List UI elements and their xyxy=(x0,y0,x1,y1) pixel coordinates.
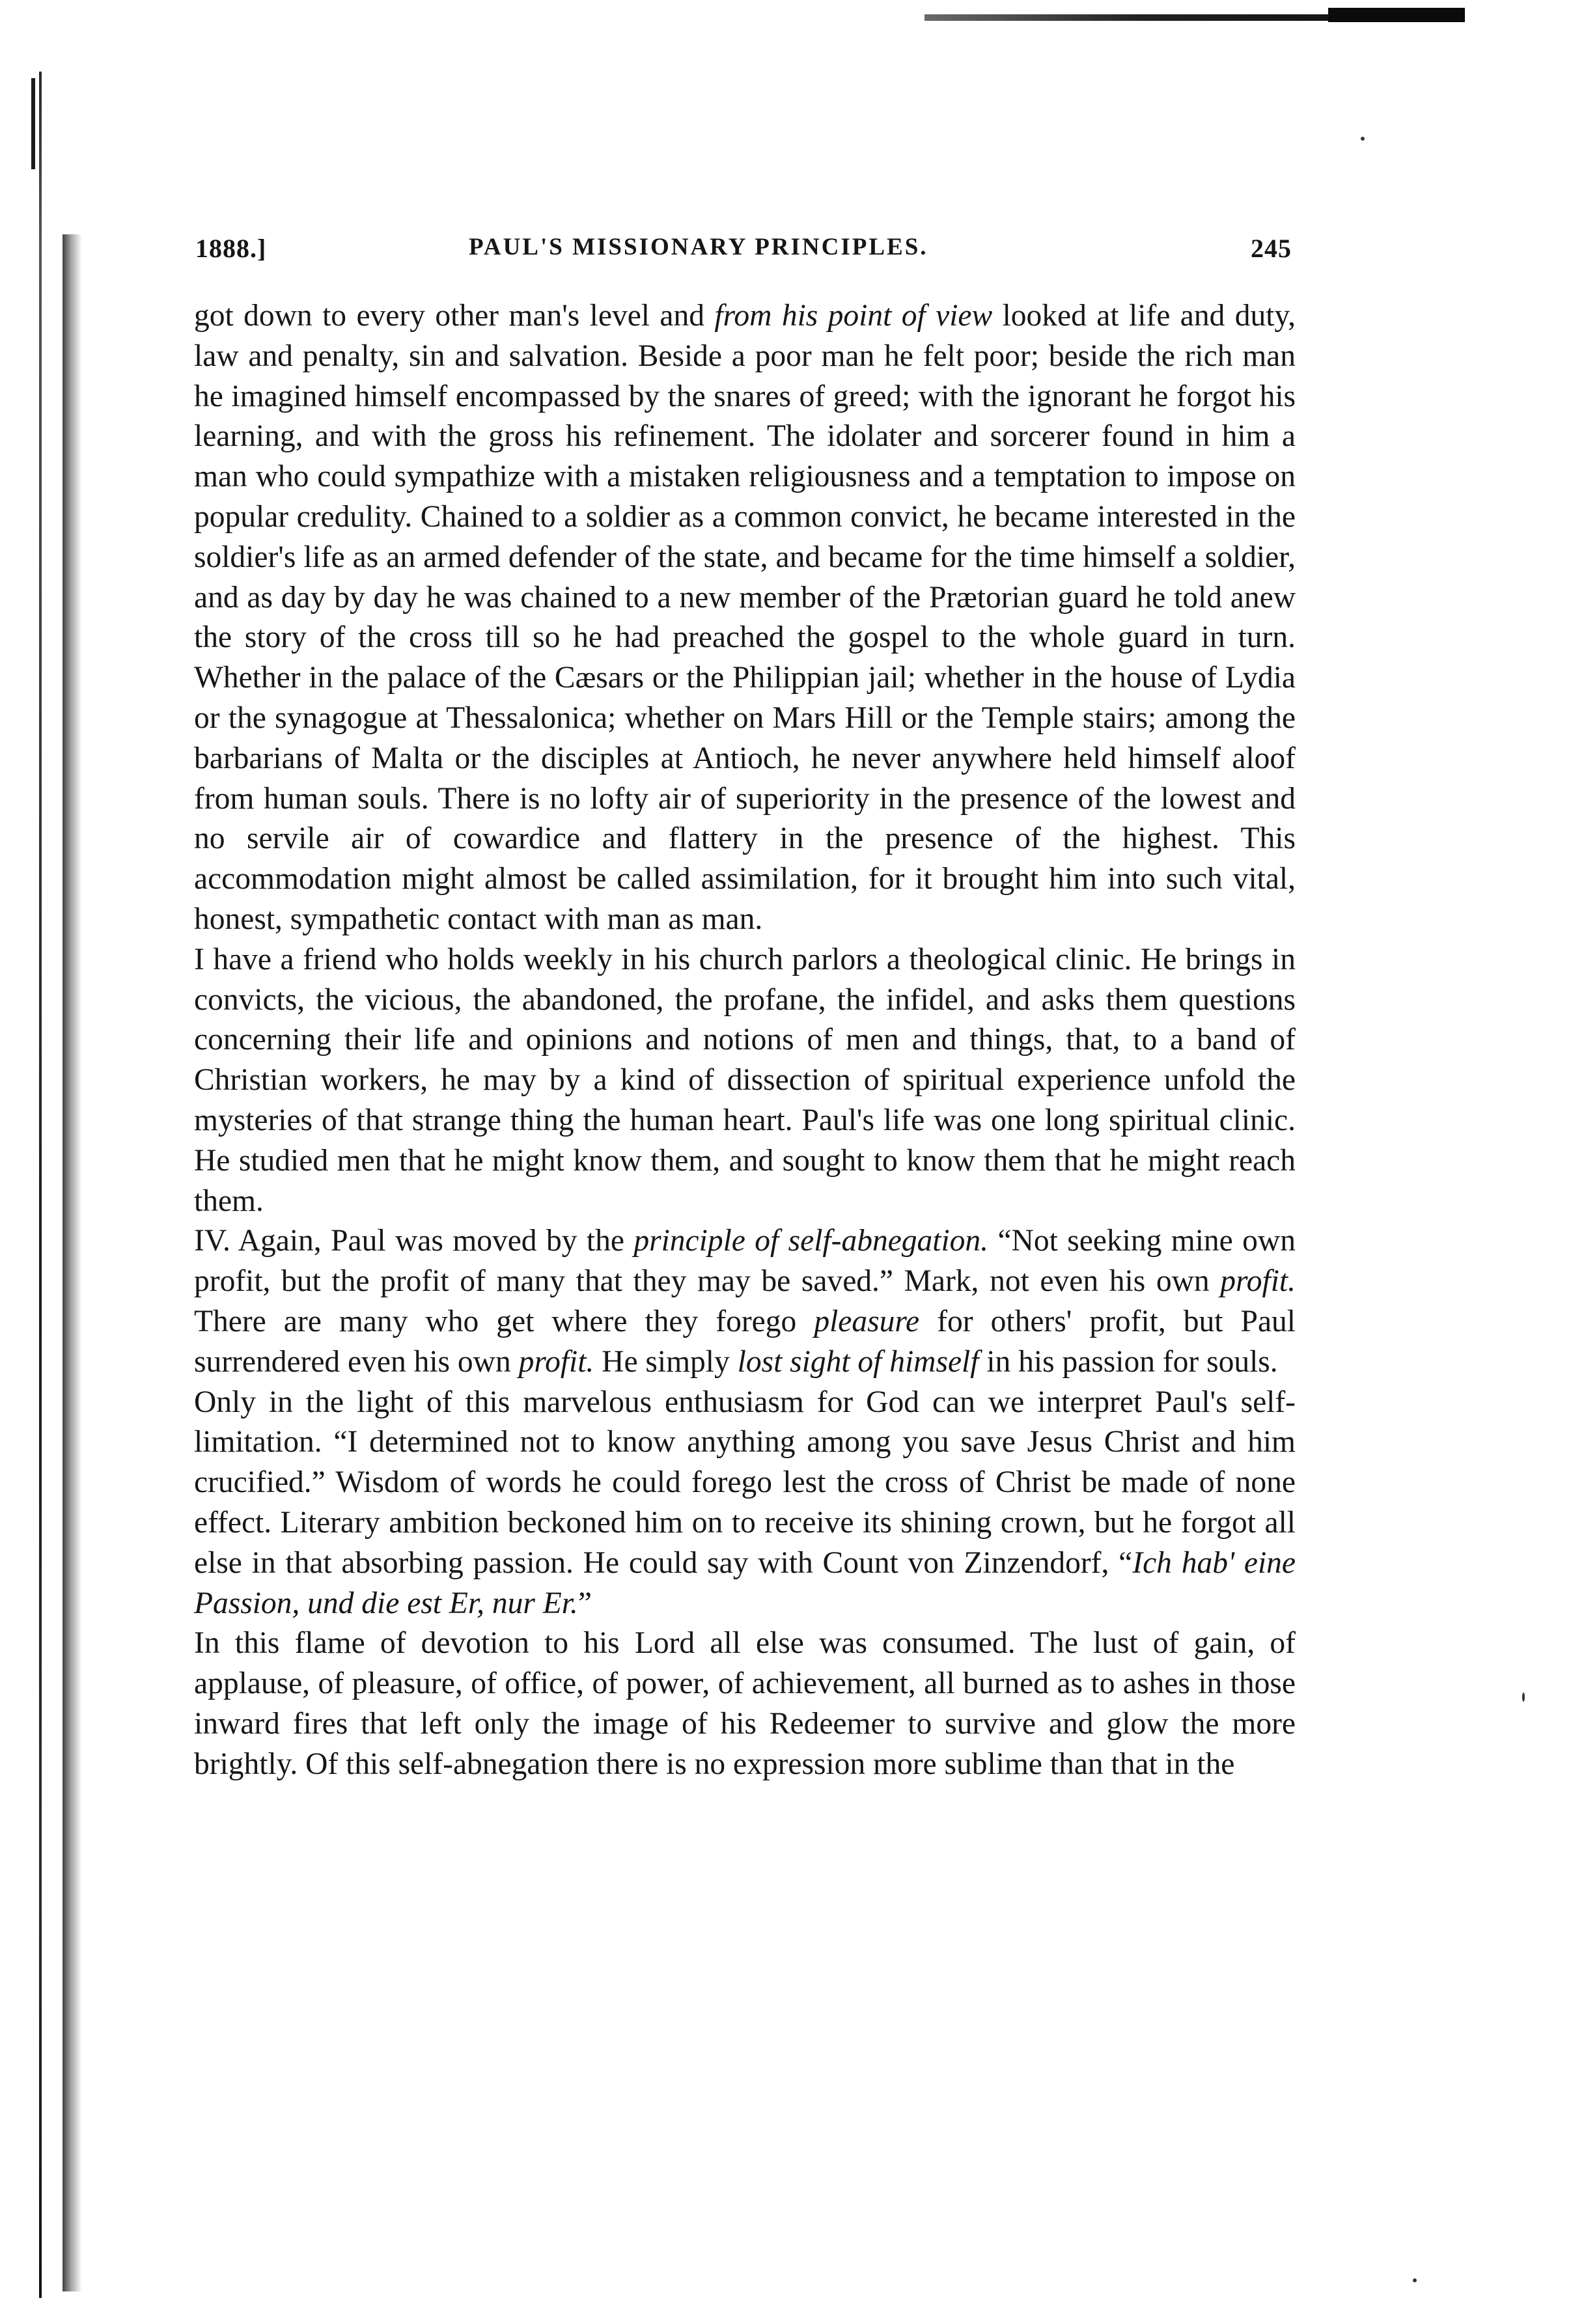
text-run: ” xyxy=(577,1586,592,1620)
paragraph xyxy=(194,1624,1296,1784)
text-run: He simply xyxy=(594,1344,738,1379)
binding-shadow xyxy=(63,234,82,2291)
italic-text: from his point of view xyxy=(714,299,993,333)
paragraph xyxy=(194,1383,1296,1624)
scan-top-bar xyxy=(1328,8,1465,22)
scan-speck xyxy=(1361,137,1365,141)
italic-text: principle of self-abnegation. xyxy=(633,1224,989,1258)
text-run: I have a friend who holds weekly in his church parlors a theological clinic. He brings in convicts, the vicious, the abandoned, the profane, the infidel, and asks them questions concerning their life and opinions and notions of men and things, that, to a band of Christian workers, he may by a kind of dissection of spiritual experience unfold the mysteries of that strange thing the human heart. Paul's life was one long spiritual clinic. He studied men that he might know them, and sought to know them that he might reach them. xyxy=(194,942,1296,1218)
text-run: In this flame of devotion to his Lord all else was consumed. The lust of gain, of applause, of pleasure, of office, of power, of achievement, all burned as to ashes in those inward fires that left only the image of his Redeemer to survive and glow the more brightly. Of this self-abnegation there is no expression more sublime than that in the xyxy=(194,1626,1296,1781)
body-text xyxy=(194,296,1296,1784)
text-run: got down to every other man's level and xyxy=(194,299,715,333)
page-number: 245 xyxy=(1251,234,1292,263)
text-run: in his passion for souls. xyxy=(979,1344,1278,1379)
italic-text: profit. xyxy=(1220,1264,1296,1299)
text-run: Only in the light of this marvelous enthusiasm for God can we interpret Paul's self-limitation. “I determined not to know anything among you save Jesus Christ and him crucified.” Wisdom of words he could forego lest the cross of Christ be made of none effect. Literary ambition beckoned him on to receive its shining crown, but he forgot all else in that absorbing passion. He could say with Count von Zinzendorf, “ xyxy=(194,1385,1296,1580)
scan-speck xyxy=(1413,2278,1417,2282)
paragraph xyxy=(194,1221,1296,1382)
italic-text: lost sight of himself xyxy=(737,1344,979,1379)
running-head xyxy=(195,233,1292,272)
text-run: “Not seeking mine own profit, but the profit of many that they may be saved.” Mark, not even his own xyxy=(194,1224,1296,1299)
italic-text: profit. xyxy=(518,1344,594,1379)
italic-text: pleasure xyxy=(814,1304,920,1338)
text-run: IV. Again, Paul was moved by the xyxy=(194,1224,634,1258)
italic-text: Ich hab' eine Passion, und die est Er, nur Er. xyxy=(194,1545,1296,1620)
text-run: for others' profit, but Paul surrendered even his own xyxy=(194,1304,1296,1379)
scan-speck xyxy=(1522,1693,1525,1702)
binding-mark xyxy=(31,78,51,169)
paragraph xyxy=(194,296,1296,940)
paragraph xyxy=(194,940,1296,1222)
text-run: looked at life and duty, law and penalty, sin and salvation. Beside a poor man he felt poor; beside the rich man he imagined himself encompassed by the snares of greed; with the ignorant he forgot his learning, and with the gross his refinement. The idolater and sorcerer found in him a man who could sympathize with a mistaken religiousness and a temptation to impose on popular credulity. Chained to a soldier as a common convict, he became interested in the soldier's life as an armed defender of the state, and became for the time himself a soldier, and as day by day he was chained to a new member of the Prætorian guard he told anew the story of the cross till so he had preached the gospel to the whole guard in turn. Whether in the palace of the Cæsars or the Philippian jail; whether in the house of Lydia or the synagogue at Thessalonica; whether on Mars Hill or the Temple stairs; among the barbarians of Malta or the disciples at Antioch, he never anywhere held himself aloof from human souls. There is no lofty air of superiority in the presence of the lowest and no servile air of cowardice and flattery in the presence of the highest. This accommodation might almost be called assimilation, for it brought him into such vital, honest, sympathetic contact with man as man. xyxy=(194,299,1296,936)
header-title: PAUL'S MISSIONARY PRINCIPLES. xyxy=(469,234,928,260)
text-run: There are many who get where they forego xyxy=(194,1304,814,1338)
header-year: 1888.] xyxy=(195,234,267,263)
binding-edge-line xyxy=(39,72,42,2298)
